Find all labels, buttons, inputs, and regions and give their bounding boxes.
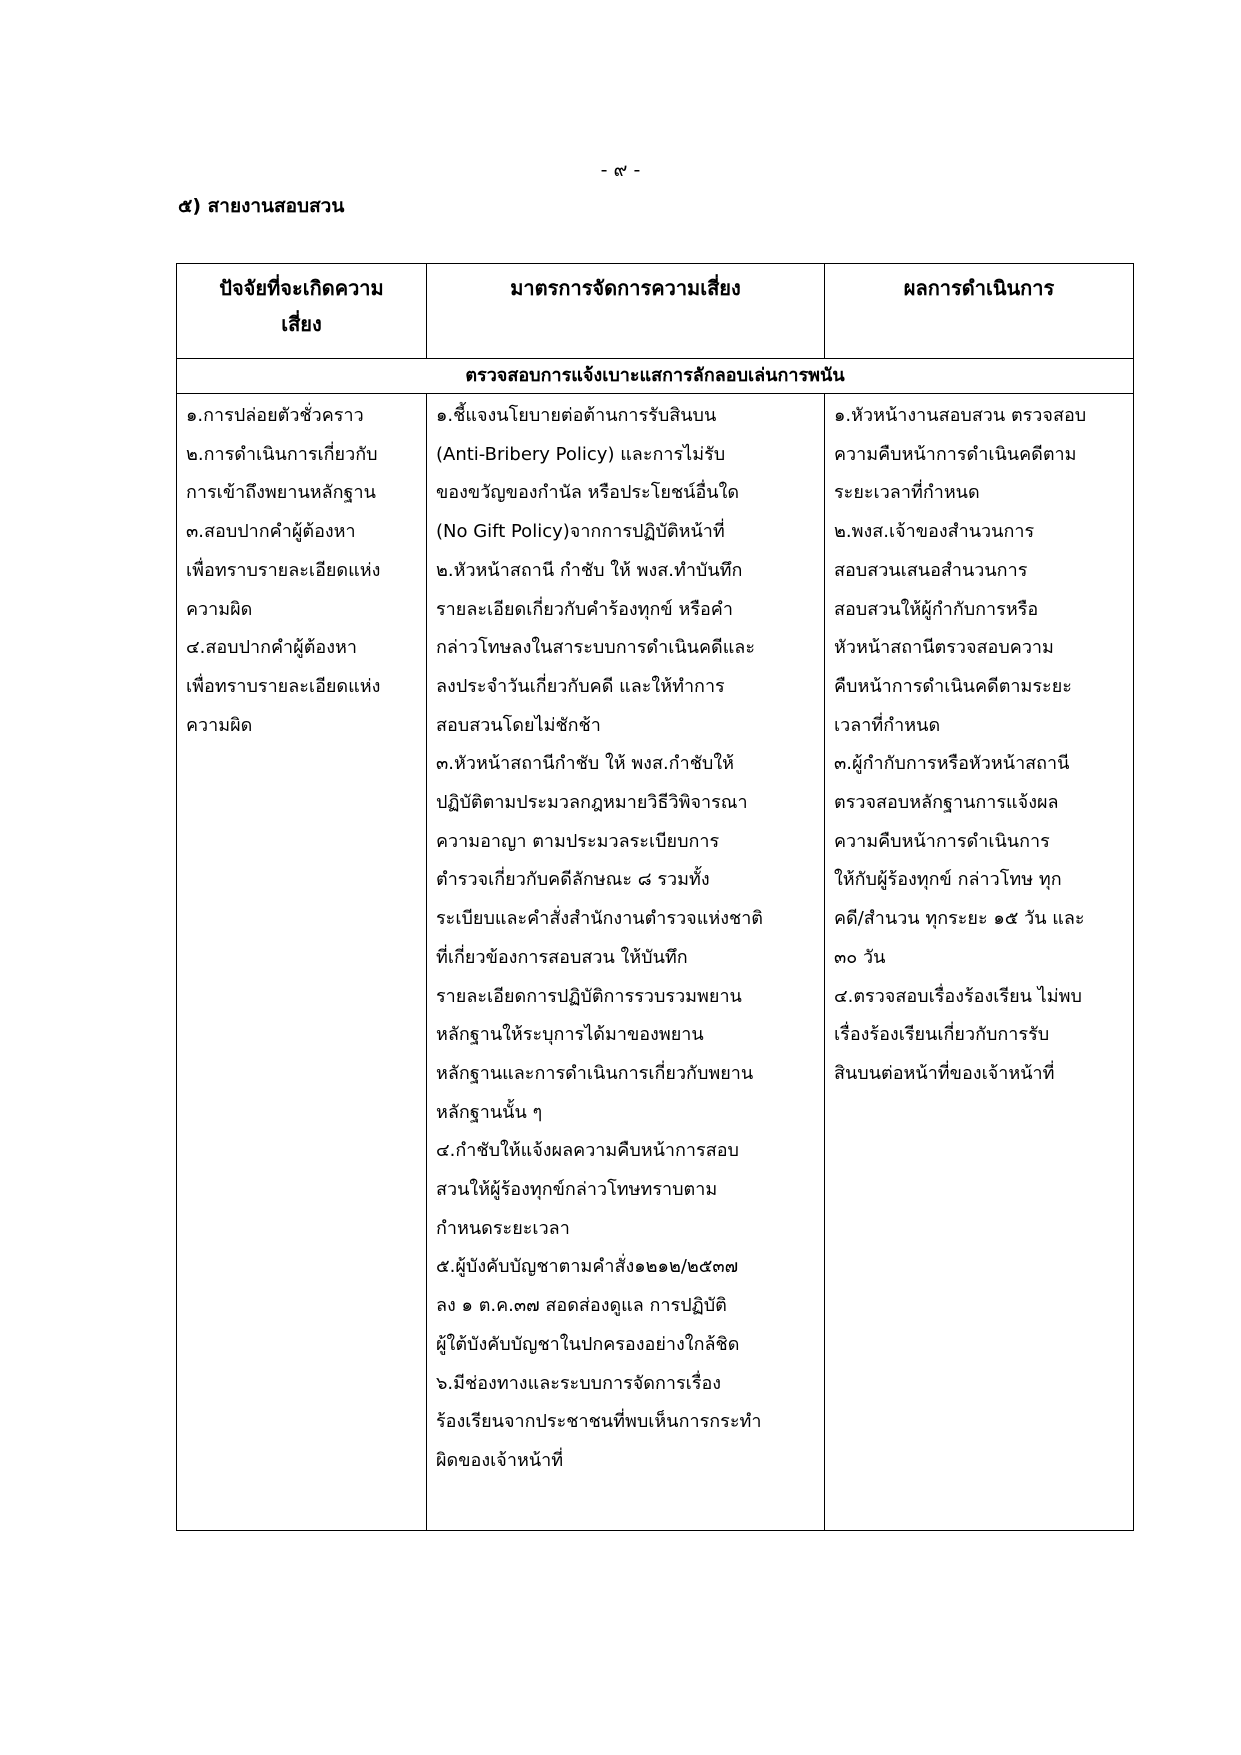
result-line: ๓.ผู้กำกับการหรือหัวหน้าสถานี	[834, 753, 1070, 775]
result-line: ความคืบหน้าการดำเนินการ	[834, 830, 1050, 852]
header-risk-factor-line: เสี่ยง	[281, 312, 322, 336]
result-line: สินบนต่อหน้าที่ของเจ้าหน้าที่	[834, 1062, 1055, 1084]
result-line: ตรวจสอบหลักฐานการแจ้งผล	[834, 792, 1059, 814]
risk-factor-line: ๔.สอบปากคำผู้ต้องหา	[186, 637, 357, 659]
risk-measure-line: ๑.ชี้แจงนโยบายต่อต้านการรับสินบน	[436, 405, 717, 426]
risk-factor-line: การเข้าถึงพยานหลักฐาน	[186, 482, 376, 504]
result-line: ความคืบหน้าการดำเนินคดีตาม	[834, 443, 1077, 465]
risk-measure-line: ๕.ผู้บังคับบัญชาตามคำสั่ง๑๒๑๒/๒๕๓๗	[436, 1256, 739, 1278]
risk-measure-line: หลักฐานให้ระบุการได้มาของพยาน	[436, 1024, 704, 1046]
table-body-row	[177, 394, 1134, 1531]
risk-measure-line: กล่าวโทษลงในสาระบบการดำเนินคดีและ	[436, 637, 755, 659]
header-risk-measures: มาตรการจัดการความเสี่ยง	[427, 264, 825, 359]
table-subheader: ตรวจสอบการแจ้งเบาะแสการลักลอบเล่นการพนัน	[177, 359, 1134, 394]
risk-factor-line: ๑.การปล่อยตัวชั่วคราว	[186, 405, 364, 426]
risk-management-table	[176, 263, 1134, 1531]
risk-measure-line: ลง ๑ ต.ค.๓๗ สอดส่องดูแล การปฏิบัติ	[436, 1295, 727, 1317]
risk-measures-cell	[427, 394, 825, 1531]
risk-measure-line: ๓.หัวหน้าสถานีกำชับ ให้ พงส.กำชับให้	[436, 753, 734, 775]
header-risk-factor	[177, 264, 427, 359]
result-line: ๒.พงส.เจ้าของสำนวนการ	[834, 521, 1035, 543]
table-header-row	[177, 264, 1134, 359]
risk-factor-line: เพื่อทราบรายละเอียดแห่ง	[186, 559, 381, 581]
table-subheader-row	[177, 359, 1134, 394]
risk-measure-line: (Anti-Bribery Policy) และการไม่รับ	[436, 443, 726, 465]
risk-measure-line: ที่เกี่ยวข้องการสอบสวน ให้บันทึก	[436, 946, 688, 968]
risk-factor-cell	[177, 394, 427, 1531]
result-line: ระยะเวลาที่กำหนด	[834, 482, 980, 504]
risk-factor-line: ๓.สอบปากคำผู้ต้องหา	[186, 521, 356, 543]
result-line: สอบสวนให้ผู้กำกับการหรือ	[834, 598, 1039, 620]
risk-measure-line: ผิดของเจ้าหน้าที่	[436, 1449, 564, 1471]
risk-factor-line: ความผิด	[186, 598, 253, 620]
risk-measure-line: ร้องเรียนจากประชาชนที่พบเห็นการกระทำ	[436, 1411, 762, 1433]
result-line: สอบสวนเสนอสำนวนการ	[834, 559, 1028, 581]
risk-measure-line: ผู้ใต้บังคับบัญชาในปกครองอย่างใกล้ชิด	[436, 1333, 740, 1355]
risk-measure-line: สอบสวนโดยไม่ชักช้า	[436, 714, 601, 736]
risk-measure-line: ระเบียบและคำสั่งสำนักงานตำรวจแห่งชาติ	[436, 908, 763, 930]
risk-measure-line: ๔.กำชับให้แจ้งผลความคืบหน้าการสอบ	[436, 1140, 739, 1162]
risk-factor-line: ๒.การดำเนินการเกี่ยวกับ	[186, 443, 378, 465]
risk-measure-line: ลงประจำวันเกี่ยวกับคดี และให้ทำการ	[436, 675, 725, 697]
risk-measure-line: หลักฐานและการดำเนินการเกี่ยวกับพยาน	[436, 1062, 754, 1084]
result-line: ๑.หัวหน้างานสอบสวน ตรวจสอบ	[834, 405, 1087, 426]
risk-measure-line: ๖.มีช่องทางและระบบการจัดการเรื่อง	[436, 1372, 722, 1394]
result-line: ๔.ตรวจสอบเรื่องร้องเรียน ไม่พบ	[834, 985, 1082, 1007]
risk-measure-line: รายละเอียดการปฏิบัติการรวบรวมพยาน	[436, 985, 742, 1007]
risk-measure-line: กำหนดระยะเวลา	[436, 1217, 570, 1239]
result-line: ๓๐ วัน	[834, 946, 886, 968]
page-number: - ๙ -	[600, 159, 641, 181]
risk-factor-line: เพื่อทราบรายละเอียดแห่ง	[186, 675, 381, 697]
result-line: คืบหน้าการดำเนินคดีตามระยะ	[834, 675, 1072, 697]
results-cell	[825, 394, 1134, 1531]
header-results: ผลการดำเนินการ	[825, 264, 1134, 359]
risk-measure-line: ปฏิบัติตามประมวลกฎหมายวิธีวิพิจารณา	[436, 792, 748, 814]
header-risk-factor-line: ปัจจัยที่จะเกิดความ	[219, 276, 384, 300]
risk-measure-line: ความอาญา ตามประมวลระเบียบการ	[436, 830, 720, 852]
result-line: เรื่องร้องเรียนเกี่ยวกับการรับ	[834, 1024, 1050, 1046]
risk-measure-line: หลักฐานนั้น ๆ	[436, 1101, 543, 1123]
section-heading: ๕) สายงานสอบสวน	[178, 195, 345, 217]
risk-measure-line: รายละเอียดเกี่ยวกับคำร้องทุกข์ หรือคำ	[436, 598, 733, 620]
result-line: เวลาที่กำหนด	[834, 714, 941, 736]
risk-measure-line: (No Gift Policy)จากการปฏิบัติหน้าที่	[436, 521, 725, 543]
risk-measure-line: สวนให้ผู้ร้องทุกข์กล่าวโทษทราบตาม	[436, 1179, 718, 1201]
risk-measure-line: ของขวัญของกำนัล หรือประโยชน์อื่นใด	[436, 482, 740, 504]
result-line: คดี/สำนวน ทุกระยะ ๑๕ วัน และ	[834, 908, 1085, 930]
result-line: ให้กับผู้ร้องทุกข์ กล่าวโทษ ทุก	[834, 869, 1062, 891]
risk-measure-line: ตำรวจเกี่ยวกับคดีลักษณะ ๘ รวมทั้ง	[436, 869, 710, 891]
risk-measure-line: ๒.หัวหน้าสถานี กำชับ ให้ พงส.ทำบันทึก	[436, 559, 743, 581]
risk-factor-line: ความผิด	[186, 714, 253, 736]
result-line: หัวหน้าสถานีตรวจสอบความ	[834, 637, 1054, 659]
